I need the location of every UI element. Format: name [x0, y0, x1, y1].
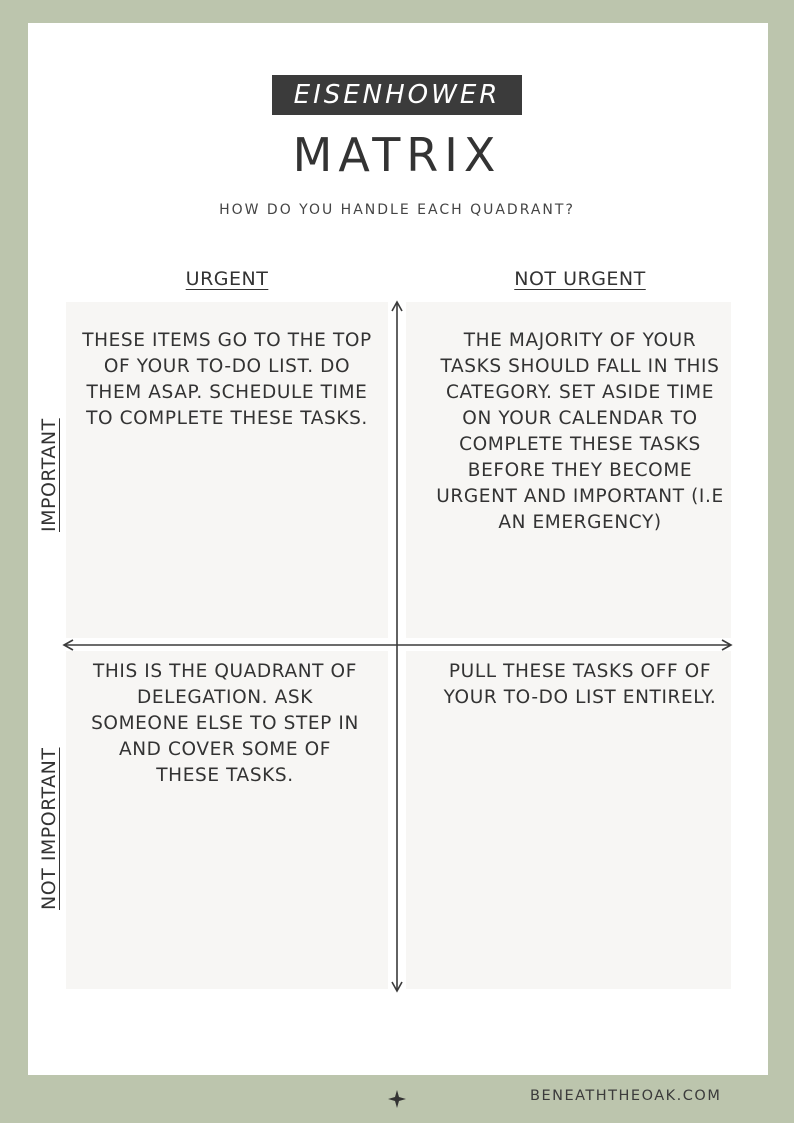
quadrant-text-not-urgent-not-important: PULL THESE TASKS OFF OF YOUR TO-DO LIST ENTIRELY. — [443, 661, 717, 708]
sparkle-icon — [387, 1089, 407, 1109]
column-label-not-urgent: NOT URGENT — [514, 268, 646, 290]
vertical-axis-arrow — [392, 302, 402, 991]
quadrant-text-urgent-important: THESE ITEMS GO TO THE TOP OF YOUR TO-DO LIST. DO THEM ASAP. SCHEDULE TIME TO COMPLETE THESE TASKS. — [82, 330, 372, 429]
column-label-urgent: URGENT — [185, 268, 269, 290]
quadrant-text-not-urgent-important: THE MAJORITY OF YOUR TASKS SHOULD FALL IN THIS CATEGORY. SET ASIDE TIME ON YOUR CALENDAR TO COMPLETE THESE TASKS BEFORE THEY BECOME URGENT AND IMPORTANT (I.E AN EMERGENCY) — [436, 330, 724, 533]
page-title: MATRIX — [292, 128, 502, 182]
quadrant-text-urgent-not-important: THIS IS THE QUADRANT OF DELEGATION. ASK SOMEONE ELSE TO STEP IN AND COVER SOME OF THESE TASKS. — [91, 661, 359, 786]
page-subtitle: HOW DO YOU HANDLE EACH QUADRANT? — [219, 202, 575, 218]
footer-website: BENEATHTHEOAK.COM — [530, 1088, 722, 1104]
row-label-important: IMPORTANT — [38, 418, 60, 532]
title-badge: EISENHOWER — [272, 75, 522, 115]
row-label-not-important: NOT IMPORTANT — [38, 747, 60, 910]
